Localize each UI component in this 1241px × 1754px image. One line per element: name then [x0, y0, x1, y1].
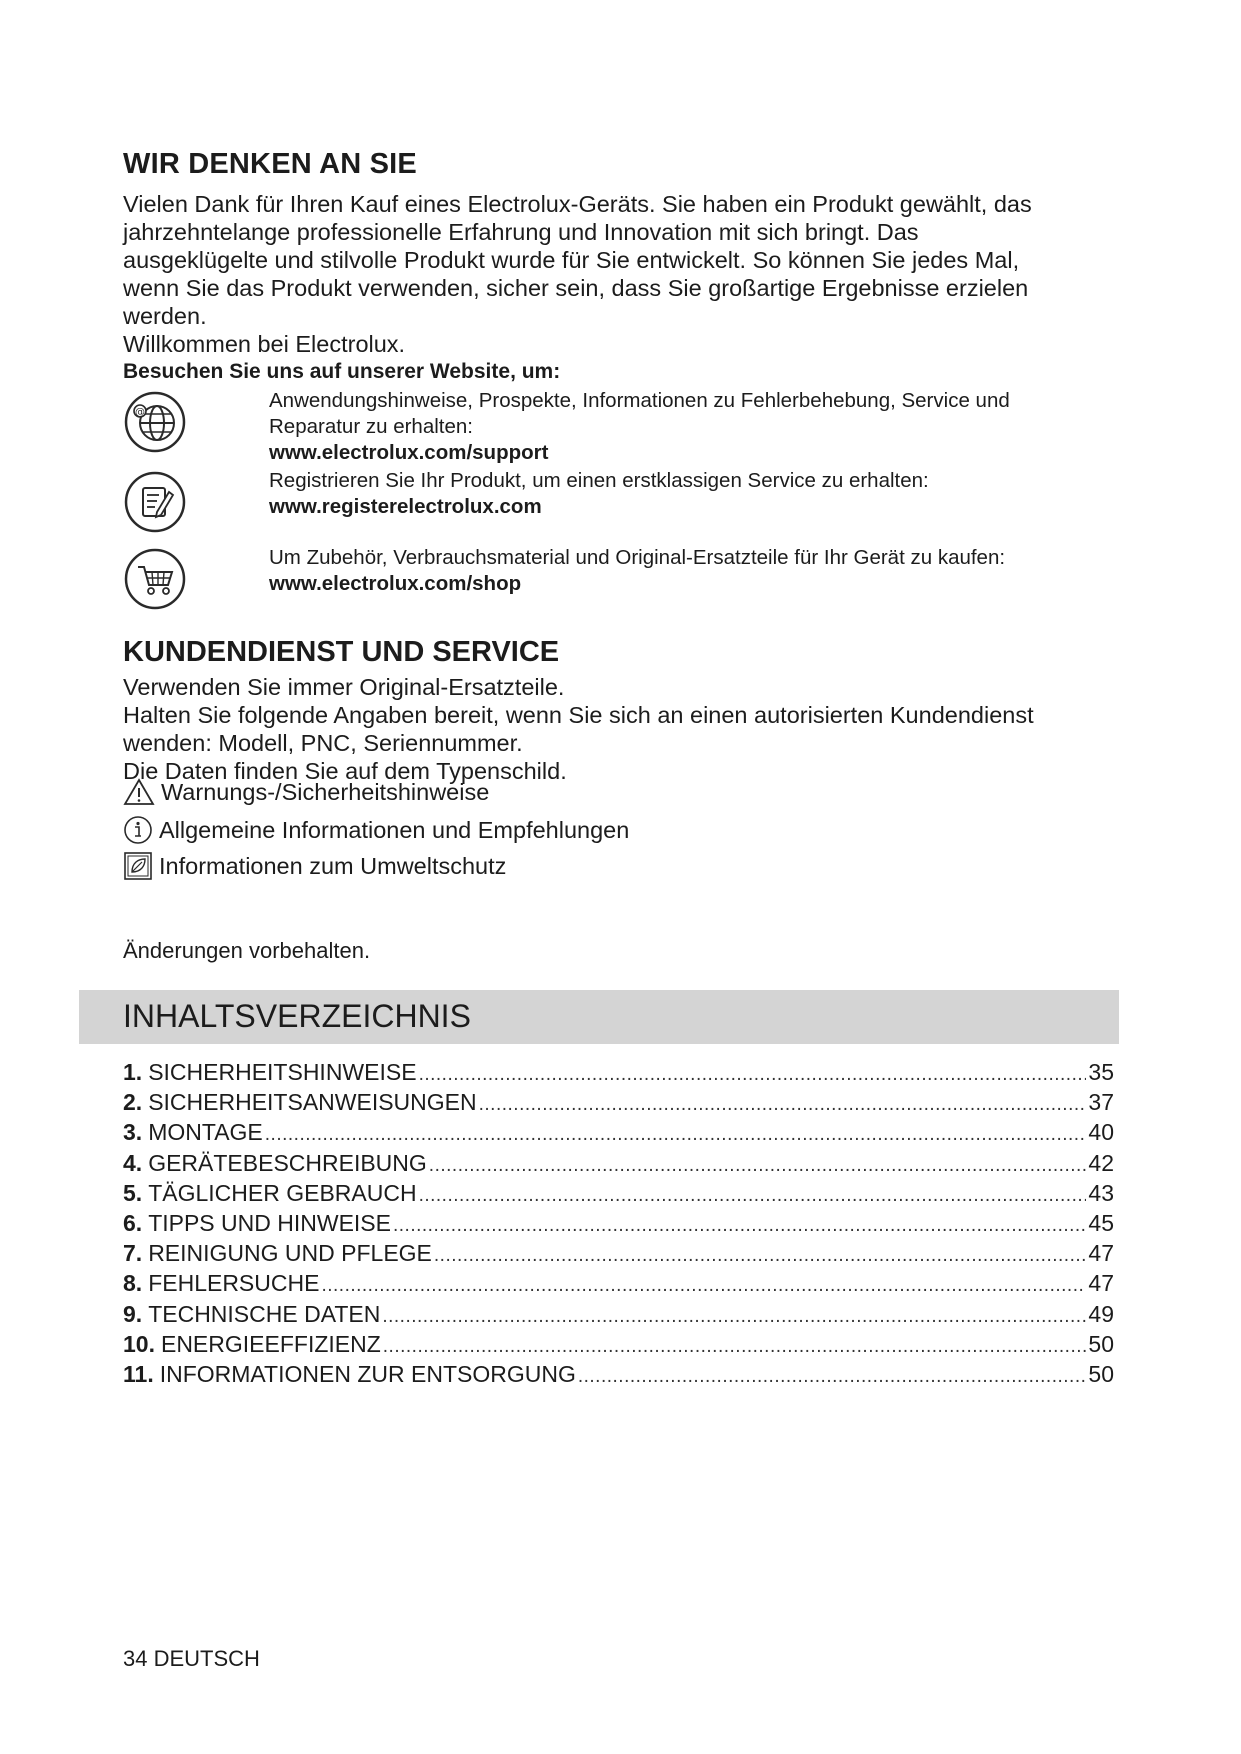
service-line: Halten Sie folgende Angaben bereit, wenn Sie sich an einen autorisierten Kundendienst — [123, 702, 1034, 728]
legend-warning-label: Warnungs-/Sicherheitshinweise — [161, 779, 490, 805]
toc-entry-number: 10. — [123, 1330, 155, 1357]
toc-entry-label: SICHERHEITSHINWEISE — [148, 1059, 417, 1085]
toc-entry[interactable] — [123, 1329, 1114, 1359]
toc-entry-page: 43 — [1088, 1179, 1114, 1206]
svg-text:@: @ — [135, 407, 145, 418]
toc-leader-dots — [479, 1090, 1087, 1120]
toc-entry[interactable] — [123, 1208, 1114, 1238]
toc-entry-page: 42 — [1088, 1149, 1114, 1176]
toc-entry[interactable] — [123, 1057, 1114, 1087]
toc-entry-label: MONTAGE — [148, 1119, 263, 1146]
toc-entry[interactable] — [123, 1299, 1114, 1329]
toc-leader-dots — [393, 1211, 1086, 1241]
shop-link[interactable]: www.electrolux.com/shop — [269, 572, 522, 595]
toc-entry-page: 50 — [1088, 1360, 1114, 1387]
visit-text-line: Registrieren Sie Ihr Produkt, um einen erstklassigen Service zu erhalten: — [269, 469, 929, 492]
intro-line: ausgeklügelte und stilvolle Produkt wurde für Sie entwickelt. So können Sie jedes Mal, — [123, 247, 1020, 273]
toc-entry-label: REINIGUNG UND PFLEGE — [148, 1240, 432, 1267]
register-icon — [123, 470, 187, 534]
toc-entry-number: 5. — [123, 1179, 143, 1206]
toc-leader-dots — [383, 1332, 1087, 1362]
section-title-customer-care: KUNDENDIENST UND SERVICE — [123, 636, 560, 668]
intro-line: Vielen Dank für Ihren Kauf eines Electrolux-Geräts. Sie haben ein Produkt gewählt, das — [123, 191, 1032, 217]
toc-entry-label: TIPPS UND HINWEISE — [148, 1209, 391, 1236]
toc-entry-number: 9. — [123, 1300, 143, 1327]
visit-text-line: Anwendungshinweise, Prospekte, Informationen zu Fehlerbehebung, Service und — [269, 389, 1010, 412]
toc-entry-label: SICHERHEITSANWEISUNGEN — [148, 1089, 477, 1116]
toc-entry-number: 3. — [123, 1119, 143, 1146]
toc-entry-page: 47 — [1088, 1270, 1114, 1297]
toc-entry-page: 47 — [1088, 1240, 1114, 1267]
page-footer — [123, 1646, 260, 1672]
welcome-text: Willkommen bei Electrolux. — [123, 331, 406, 357]
toc-entry-label: GERÄTEBESCHREIBUNG — [148, 1149, 427, 1176]
table-of-contents — [123, 1057, 1114, 1389]
toc-entry[interactable] — [123, 1148, 1114, 1178]
legend-info — [123, 815, 629, 845]
environment-icon — [123, 851, 153, 881]
footer-page-number: 34 — [123, 1646, 148, 1671]
visit-text-support — [269, 388, 1119, 466]
toc-entry-label: ENERGIEEFFIZIENZ — [160, 1330, 381, 1357]
toc-header-bar — [79, 990, 1119, 1044]
toc-entry[interactable] — [123, 1359, 1114, 1389]
visit-text-register — [269, 468, 1119, 520]
toc-entry[interactable] — [123, 1117, 1114, 1147]
toc-entry-number: 8. — [123, 1270, 143, 1297]
toc-leader-dots — [382, 1302, 1086, 1332]
toc-title: INHALTSVERZEICHNIS — [123, 998, 471, 1034]
toc-entry-page: 37 — [1088, 1089, 1114, 1116]
intro-line: jahrzehntelange professionelle Erfahrung und Innovation mit sich bringt. Das — [123, 219, 919, 245]
info-icon — [123, 815, 153, 845]
toc-leader-dots — [419, 1060, 1087, 1090]
toc-entry-label: TECHNISCHE DATEN — [148, 1300, 381, 1327]
toc-entry-number: 4. — [123, 1149, 143, 1176]
intro-text — [123, 190, 1113, 386]
legend-environment — [123, 851, 506, 881]
toc-leader-dots — [578, 1362, 1087, 1392]
support-link[interactable]: www.electrolux.com/support — [269, 441, 549, 464]
toc-leader-dots — [429, 1151, 1087, 1181]
warning-icon — [123, 778, 155, 806]
toc-entry-page: 40 — [1088, 1119, 1114, 1146]
footer-language: DEUTSCH — [153, 1646, 260, 1671]
shopping-cart-icon — [123, 547, 187, 611]
section-title-thinking-of-you: WIR DENKEN AN SIE — [123, 148, 417, 180]
toc-leader-dots — [434, 1241, 1087, 1271]
toc-entry-page: 45 — [1088, 1209, 1114, 1236]
intro-line: werden. — [123, 303, 207, 329]
toc-entry-page: 50 — [1088, 1330, 1114, 1357]
legend-info-label: Allgemeine Informationen und Empfehlungen — [159, 817, 630, 843]
toc-entry-number: 11. — [123, 1360, 154, 1387]
toc-entry[interactable] — [123, 1178, 1114, 1208]
toc-entry-number: 2. — [123, 1089, 143, 1116]
toc-entry-label: FEHLERSUCHE — [148, 1270, 320, 1297]
toc-entry-label: TÄGLICHER GEBRAUCH — [148, 1179, 417, 1206]
visit-text-line: Um Zubehör, Verbrauchsmaterial und Original-Ersatzteile für Ihr Gerät zu kaufen: — [269, 546, 1006, 569]
changes-note: Änderungen vorbehalten. — [123, 938, 371, 963]
toc-entry[interactable] — [123, 1238, 1114, 1268]
toc-entry-label: INFORMATIONEN ZUR ENTSORGUNG — [159, 1360, 576, 1387]
intro-line: wenn Sie das Produkt verwenden, sicher sein, dass Sie großartige Ergebnisse erzielen — [123, 275, 1029, 301]
service-line: Verwenden Sie immer Original-Ersatzteile. — [123, 674, 565, 700]
customer-care-text — [123, 673, 1113, 785]
toc-entry-number: 6. — [123, 1209, 143, 1236]
toc-entry[interactable] — [123, 1268, 1114, 1298]
toc-leader-dots — [265, 1120, 1087, 1150]
visit-heading: Besuchen Sie uns auf unserer Website, um: — [123, 360, 561, 383]
toc-entry-page: 35 — [1088, 1059, 1114, 1085]
toc-entry-number: 1. — [123, 1059, 143, 1085]
globe-icon — [123, 390, 187, 454]
toc-entry-page: 49 — [1088, 1300, 1114, 1327]
visit-text-shop — [269, 545, 1119, 597]
register-link[interactable]: www.registerelectrolux.com — [269, 495, 542, 518]
visit-text-line: Reparatur zu erhalten: — [269, 415, 473, 438]
toc-entry[interactable] — [123, 1087, 1114, 1117]
legend-warning — [123, 778, 489, 806]
toc-leader-dots — [419, 1181, 1087, 1211]
legend-environment-label: Informationen zum Umweltschutz — [159, 853, 507, 879]
service-line: Die Daten finden Sie auf dem Typenschild. — [123, 758, 567, 784]
toc-leader-dots — [321, 1271, 1086, 1301]
service-line: wenden: Modell, PNC, Seriennummer. — [123, 730, 523, 756]
toc-entry-number: 7. — [123, 1240, 143, 1267]
